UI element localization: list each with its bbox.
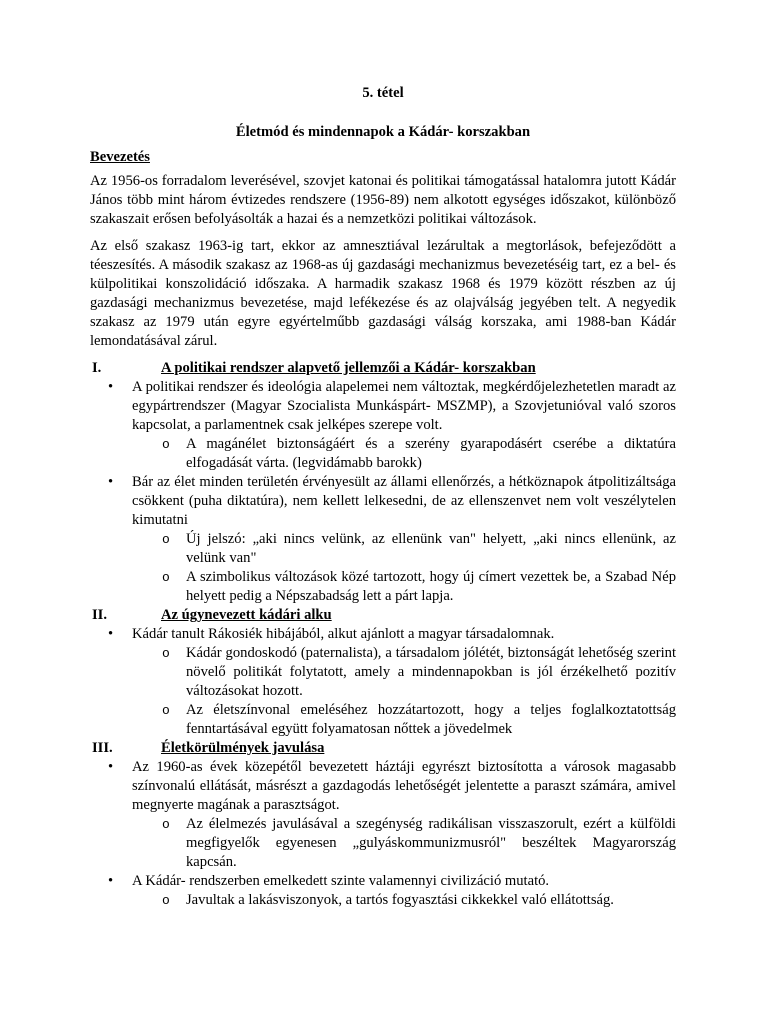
section-title: Az úgynevezett kádári alku	[161, 607, 332, 623]
sections-container	[90, 359, 676, 910]
sub-list-item-text: Kádár gondoskodó (paternalista), a társadalom jólétét, biztonságát lehetőség szerint növelő politikát folytatott, amely a mindennapokban is jól érzékelhető pozitív változásokat hozott.	[186, 645, 676, 699]
bullet-icon: •	[108, 759, 114, 775]
document-title: 5. tétel	[362, 85, 404, 101]
section-heading	[90, 739, 676, 758]
sub-list-item	[90, 568, 676, 606]
section-title: A politikai rendszer alapvető jellemzői a Kádár- korszakban	[161, 360, 536, 376]
list-item-text: A Kádár- rendszerben emelkedett szinte valamennyi civilizáció mutató.	[132, 873, 550, 889]
list-item	[90, 872, 676, 891]
list-item	[90, 378, 676, 435]
list-item	[90, 758, 676, 815]
intro-paragraph-2: Az első szakasz 1963-ig tart, ekkor az amnesztiával lezárultak a megtorlások, befejeződött a téeszesítés. A második szakasz az 1968-as új gazdasági mechanizmus bevezetéséig tart, ez a bel- és külpolitikai konszolidáció időszaka. A harmadik szakasz 1968 és 1979 között részben az új gazdasági mechanizmus bevezetése, majd lefékezése és az olajválság jegyében telt. A negyedik szakasz az 1979 után egyre egyértelműbb gazdasági válság korszaka, ami 1988-ban Kádár lemondatásával zárul.	[90, 238, 676, 349]
sub-list-item-text: A szimbolikus változások közé tartozott, hogy új címert vezettek be, a Szabad Nép helyett pedig a Népszabadság lett a párt lapja.	[186, 569, 676, 604]
sub-list-item	[90, 891, 676, 910]
sub-list-item-text: A magánélet biztonságáért és a szerény gyarapodásért cserébe a diktatúra elfogadását várta. (legvidámabb barokk)	[186, 436, 676, 471]
sub-bullet-icon: o	[162, 646, 170, 661]
sub-list-item-text: Új jelszó: „aki nincs velünk, az ellenünk van" helyett, „aki nincs ellenünk, az velünk van"	[186, 531, 676, 566]
sub-bullet-icon: o	[162, 570, 170, 585]
list-item-text: A politikai rendszer és ideológia alapelemei nem változtak, megkérdőjelezhetetlen maradt az egypártrendszer (Magyar Szocialista Munkáspárt- MSZMP), a Szovjetunióval való szoros kapcsolat, a parlamentnek csak jelképes szerepe volt.	[132, 379, 676, 433]
list-item	[90, 473, 676, 530]
section-heading	[90, 359, 676, 378]
sub-bullet-icon: o	[162, 437, 170, 452]
list-item	[90, 625, 676, 644]
sub-list-item-text: Javultak a lakásviszonyok, a tartós fogyasztási cikkekkel való ellátottság.	[186, 892, 614, 908]
list-item-text: Az 1960-as évek közepétől bevezetett háztáji egyrészt biztosította a városok magasabb színvonalú ellátását, másrészt a gazdagodás lehetőségét jelentette a paraszt számára, amivel megnyerte magának a parasztságot.	[132, 759, 676, 813]
sub-bullet-icon: o	[162, 893, 170, 908]
intro-paragraph-1: Az 1956-os forradalom leverésével, szovjet katonai és politikai támogatással hatalomra jutott Kádár János több mint három évtizedes rendszere (1956-89) nem alkotott egységes időszakot, különböző szakaszait erősen befolyásolták a hazai és a nemzetközi politikai változások.	[90, 173, 676, 227]
sub-list-item	[90, 530, 676, 568]
intro-heading: Bevezetés	[90, 149, 150, 165]
bullet-icon: •	[108, 379, 114, 395]
section-number: I.	[92, 360, 102, 376]
bullet-icon: •	[108, 873, 114, 889]
document-subtitle: Életmód és mindennapok a Kádár- korszakban	[235, 124, 531, 140]
section-title: Életkörülmények javulása	[161, 740, 325, 756]
sub-list-item-text: Az élelmezés javulásával a szegénység radikálisan visszaszorult, ezért a külföldi megfigyelők egyenesen „gulyáskommunizmusról" beszéltek Magyarország kapcsán.	[186, 816, 676, 870]
sub-list-item	[90, 815, 676, 872]
sub-bullet-icon: o	[162, 703, 170, 718]
sub-list-item-text: Az életszínvonal emeléséhez hozzátartozott, hogy a teljes foglalkoztatottság fenntartásával együtt folyamatosan nőttek a jövedelmek	[186, 702, 676, 737]
list-item-text: Bár az élet minden területén érvényesült az állami ellenőrzés, a hétköznapok átpolitizáltsága csökkent (puha diktatúra), nem kellett lelkesedni, de az ellenszenvet nem volt veszélytelen kimutatni	[132, 474, 676, 528]
section-number: III.	[92, 740, 113, 756]
document-body	[90, 84, 676, 910]
bullet-icon: •	[108, 626, 114, 642]
section-heading	[90, 606, 676, 625]
sub-list-item	[90, 644, 676, 701]
sub-bullet-icon: o	[162, 817, 170, 832]
list-item-text: Kádár tanult Rákosiék hibájából, alkut ajánlott a magyar társadalomnak.	[132, 626, 555, 642]
sub-list-item	[90, 435, 676, 473]
section-number: II.	[92, 607, 108, 623]
bullet-icon: •	[108, 474, 114, 490]
sub-list-item	[90, 701, 676, 739]
sub-bullet-icon: o	[162, 532, 170, 547]
